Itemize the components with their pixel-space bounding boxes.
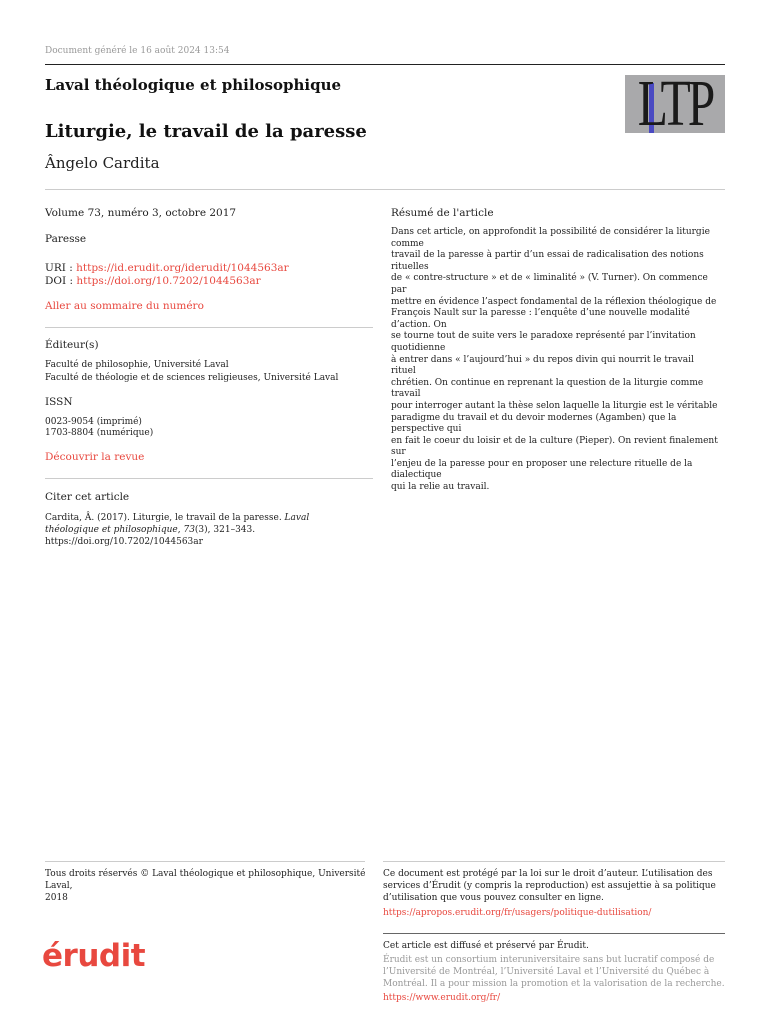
top-divider xyxy=(45,64,725,65)
abstract-line: de « contre-structure » et de « liminalité » (V. Turner). On commence par xyxy=(391,273,708,295)
abstract-line: l’enjeu de la paresse pour en proposer une relecture rituelle de la dialectique xyxy=(391,458,693,481)
footer-divider-right xyxy=(383,861,725,862)
abstract-line: à entrer dans « l’aujourd’hui » du repos divin qui nourrit le travail rituel xyxy=(391,354,694,377)
article-title: Liturgie, le travail de la paresse xyxy=(45,121,367,142)
erudit-logo[interactable]: érudit xyxy=(42,938,146,974)
diffusion-notice: Cet article est diffusé et préservé par Érudit. xyxy=(383,941,589,951)
abstract-line: pour interroger autant la thèse selon laquelle la liturgie est le véritable xyxy=(391,400,718,411)
header-divider xyxy=(45,189,725,190)
rights-line: 2018 xyxy=(45,893,68,903)
volume-info: Volume 73, numéro 3, octobre 2017 xyxy=(45,207,237,219)
doi-link[interactable]: https://doi.org/10.7202/1044563ar xyxy=(76,275,261,287)
uri-line xyxy=(45,262,289,274)
logo-text: LTP xyxy=(637,75,713,133)
citation-journal: Laval théologique et philosophique xyxy=(45,513,310,535)
doi-label: DOI : xyxy=(45,275,77,287)
copyright-line: d’utilisation que vous pouvez consulter en ligne. xyxy=(383,893,604,903)
abstract-line: François Nault sur la paresse : l’enquête d’une nouvelle modalité d’action. On xyxy=(391,308,690,330)
consortium-line: Montréal. Il a pour mission la promotion et la valorisation de la recherche. xyxy=(383,979,725,989)
editor-2: Faculté de théologie et de sciences religieuses, Université Laval xyxy=(45,373,339,383)
abstract-line: mettre en évidence l’aspect fondamental de la réflexion théologique de xyxy=(391,296,717,307)
cite-heading: Citer cet article xyxy=(45,491,130,503)
issn-heading: ISSN xyxy=(45,396,73,408)
left-divider-1 xyxy=(45,327,373,328)
footer-divider-dark xyxy=(383,933,725,934)
copyright-notice xyxy=(383,868,725,919)
section-name: Paresse xyxy=(45,233,87,245)
usage-policy-link[interactable]: https://apropos.erudit.org/fr/usagers/politique-dutilisation/ xyxy=(383,908,652,918)
citation-pre: Cardita, Â. (2017). Liturgie, le travail de la paresse. xyxy=(45,513,285,523)
editor-heading: Éditeur(s) xyxy=(45,339,99,351)
journal-logo xyxy=(625,75,725,133)
uri-link[interactable]: https://id.erudit.org/iderudit/1044563ar xyxy=(76,262,289,274)
citation-volume: 73 xyxy=(183,525,195,535)
issue-summary-link[interactable]: Aller au sommaire du numéro xyxy=(45,300,204,312)
abstract-line: Dans cet article, on approfondit la possibilité de considérer la liturgie comme xyxy=(391,227,710,249)
abstract-line: paradigme du travail et du devoir modernes (Agamben) que la perspective qui xyxy=(391,412,677,435)
abstract-line: en fait le coeur du loisir et de la culture (Pieper). On revient finalement sur xyxy=(391,435,718,458)
abstract-line: se tourne tout de suite vers le paradoxe représenté par l’invitation quotidienne xyxy=(391,331,696,353)
discover-journal-link[interactable]: Découvrir la revue xyxy=(45,451,145,463)
rights-line: Tous droits réservés © Laval théologique et philosophique, Université Laval, xyxy=(45,869,366,891)
consortium-line: Érudit est un consortium interuniversitaire sans but lucratif composé de xyxy=(383,955,715,965)
article-author: Ângelo Cardita xyxy=(45,154,160,172)
uri-label: URI : xyxy=(45,262,77,274)
editor-1: Faculté de philosophie, Université Laval xyxy=(45,360,229,370)
doi-line xyxy=(45,275,261,287)
abstract-line: qui la relie au travail. xyxy=(391,482,490,493)
abstract-line: chrétien. On continue en reprenant la question de la liturgie comme travail xyxy=(391,377,704,400)
left-divider-2 xyxy=(45,478,373,479)
journal-title: Laval théologique et philosophique xyxy=(45,76,342,94)
citation-post: (3), 321–343. https://doi.org/10.7202/1044563ar xyxy=(45,525,256,547)
issn-print: 0023-9054 (imprimé) xyxy=(45,417,142,427)
footer-divider-left xyxy=(45,861,365,862)
copyright-line: Ce document est protégé par la loi sur le droit d’auteur. L’utilisation des xyxy=(383,869,713,879)
rights-notice xyxy=(45,868,375,904)
consortium-line: l’Université de Montréal, l’Université Laval et l’Université du Québec à xyxy=(383,967,710,977)
citation-text xyxy=(45,512,365,548)
issn-digital: 1703-8804 (numérique) xyxy=(45,428,154,438)
generated-date: Document généré le 16 août 2024 13:54 xyxy=(45,46,230,56)
copyright-line: services d’Érudit (y compris la reproduction) est assujettie à sa politique xyxy=(383,881,716,891)
abstract-text xyxy=(391,227,721,494)
citation-sep: , xyxy=(177,525,184,535)
abstract-line: travail de la paresse à partir d’un essai de radicalisation des notions rituelles xyxy=(391,250,704,272)
abstract-heading: Résumé de l'article xyxy=(391,207,494,219)
erudit-info xyxy=(383,940,725,1004)
erudit-site-link[interactable]: https://www.erudit.org/fr/ xyxy=(383,993,501,1003)
